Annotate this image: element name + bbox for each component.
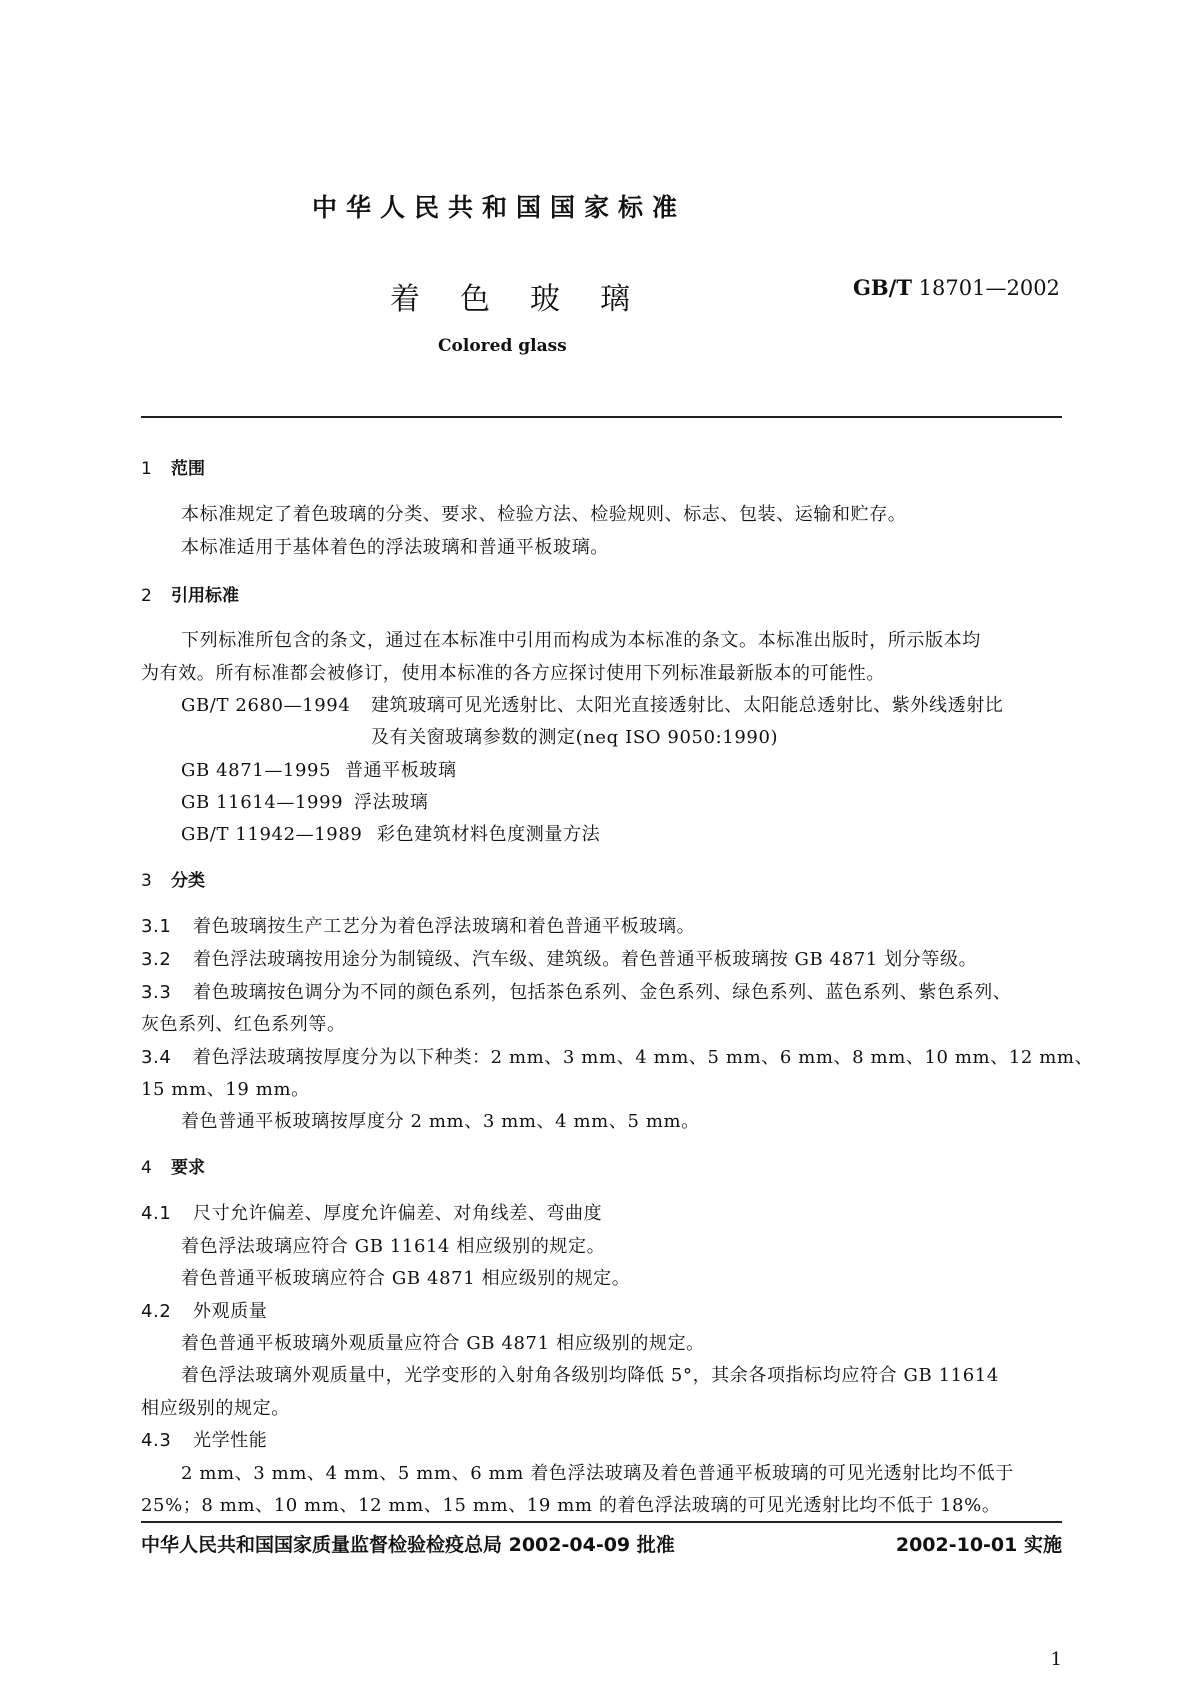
clause-3-2: 3.2 着色浮法玻璃按用途分为制镜级、汽车级、建筑级。着色普通平板玻璃按 GB 4871 划分等级。 bbox=[141, 949, 978, 970]
header-divider bbox=[141, 416, 1062, 418]
standard-code-prefix: GB/T bbox=[853, 275, 912, 300]
reference-title: 普通平板玻璃 bbox=[345, 760, 457, 781]
english-title: Colored glass bbox=[438, 336, 567, 356]
reference-code: GB 4871—1995 bbox=[181, 760, 332, 781]
reference-title-continuation: 及有关窗玻璃参数的测定(neq ISO 9050:1990) bbox=[371, 727, 779, 748]
reference-code: GB/T 2680—1994 bbox=[181, 695, 351, 716]
clause-3-3-line-1: 3.3 着色玻璃按色调分为不同的颜色系列，包括茶色系列、金色系列、绿色系列、蓝色系列、紫色系列、 bbox=[141, 982, 1012, 1003]
clause-4-3-line-2: 25%；8 mm、10 mm、12 mm、15 mm、19 mm 的着色浮法玻璃的可见光透射比均不低于 18%。 bbox=[141, 1495, 1001, 1516]
clause-4-2-paragraph-2-line-1: 着色浮法玻璃外观质量中，光学变形的入射角各级别均降低 5°，其余各项指标均应符合 GB 11614 bbox=[181, 1365, 999, 1386]
section-4-heading: 4 要求 bbox=[141, 1158, 205, 1178]
issuer-approval: 中华人民共和国国家质量监督检验检疫总局 2002-04-09 批准 bbox=[141, 1534, 675, 1556]
section-2-heading: 2 引用标准 bbox=[141, 586, 239, 606]
reference-title: 浮法玻璃 bbox=[354, 792, 429, 813]
reference-item bbox=[181, 756, 457, 782]
clause-3-3-line-2: 灰色系列、红色系列等。 bbox=[141, 1014, 346, 1035]
clause-4-2-paragraph-1: 着色普通平板玻璃外观质量应符合 GB 4871 相应级别的规定。 bbox=[181, 1333, 705, 1354]
clause-3-4-line-1: 3.4 着色浮法玻璃按厚度分为以下种类：2 mm、3 mm、4 mm、5 mm、6 mm、8 mm、10 mm、12 mm、 bbox=[141, 1047, 1094, 1068]
section-1-paragraph-2: 本标准适用于基体着色的浮法玻璃和普通平板玻璃。 bbox=[181, 537, 609, 558]
standard-code bbox=[853, 275, 1060, 300]
clause-4-1-title: 4.1 尺寸允许偏差、厚度允许偏差、对角线差、弯曲度 bbox=[141, 1203, 603, 1224]
clause-4-1-paragraph-1: 着色浮法玻璃应符合 GB 11614 相应级别的规定。 bbox=[181, 1236, 606, 1257]
section-2-paragraph-line-1: 下列标准所包含的条文，通过在本标准中引用而构成为本标准的条文。本标准出版时，所示版本均 bbox=[181, 630, 981, 651]
page-number: 1 bbox=[1050, 1649, 1062, 1670]
clause-4-3-line-1: 2 mm、3 mm、4 mm、5 mm、6 mm 着色浮法玻璃及着色普通平板玻璃的可见光透射比均不低于 bbox=[181, 1463, 1014, 1484]
document-title: 着色玻璃 bbox=[390, 282, 670, 317]
clause-4-1-paragraph-2: 着色普通平板玻璃应符合 GB 4871 相应级别的规定。 bbox=[181, 1268, 631, 1289]
clause-4-2-paragraph-2-line-2: 相应级别的规定。 bbox=[141, 1398, 290, 1419]
section-1-paragraph-1: 本标准规定了着色玻璃的分类、要求、检验方法、检验规则、标志、包装、运输和贮存。 bbox=[181, 504, 907, 525]
section-1-heading: 1 范围 bbox=[141, 459, 205, 479]
clause-4-2-title: 4.2 外观质量 bbox=[141, 1301, 268, 1322]
clause-3-4-paragraph-2: 着色普通平板玻璃按厚度分 2 mm、3 mm、4 mm、5 mm。 bbox=[181, 1111, 700, 1132]
reference-title: 建筑玻璃可见光透射比、太阳光直接透射比、太阳能总透射比、紫外线透射比 bbox=[371, 695, 1004, 716]
reference-item bbox=[181, 788, 428, 814]
reference-title: 彩色建筑材料色度测量方法 bbox=[377, 824, 601, 845]
section-3-heading: 3 分类 bbox=[141, 871, 205, 891]
reference-item bbox=[181, 691, 1003, 717]
clause-3-1: 3.1 着色玻璃按生产工艺分为着色浮法玻璃和着色普通平板玻璃。 bbox=[141, 916, 696, 937]
section-2-paragraph-line-2: 为有效。所有标准都会被修订，使用本标准的各方应探讨使用下列标准最新版本的可能性。 bbox=[141, 663, 885, 684]
footer-divider bbox=[141, 1521, 1062, 1523]
reference-item bbox=[181, 820, 600, 846]
clause-3-4-line-2: 15 mm、19 mm。 bbox=[141, 1079, 310, 1100]
national-standard-heading: 中华人民共和国国家标准 bbox=[312, 193, 687, 222]
standard-code-number: 18701—2002 bbox=[918, 276, 1060, 300]
effective-date: 2002-10-01 实施 bbox=[895, 1534, 1062, 1556]
clause-4-3-title: 4.3 光学性能 bbox=[141, 1430, 268, 1451]
reference-code: GB/T 11942—1989 bbox=[181, 824, 363, 845]
reference-code: GB 11614—1999 bbox=[181, 792, 344, 813]
